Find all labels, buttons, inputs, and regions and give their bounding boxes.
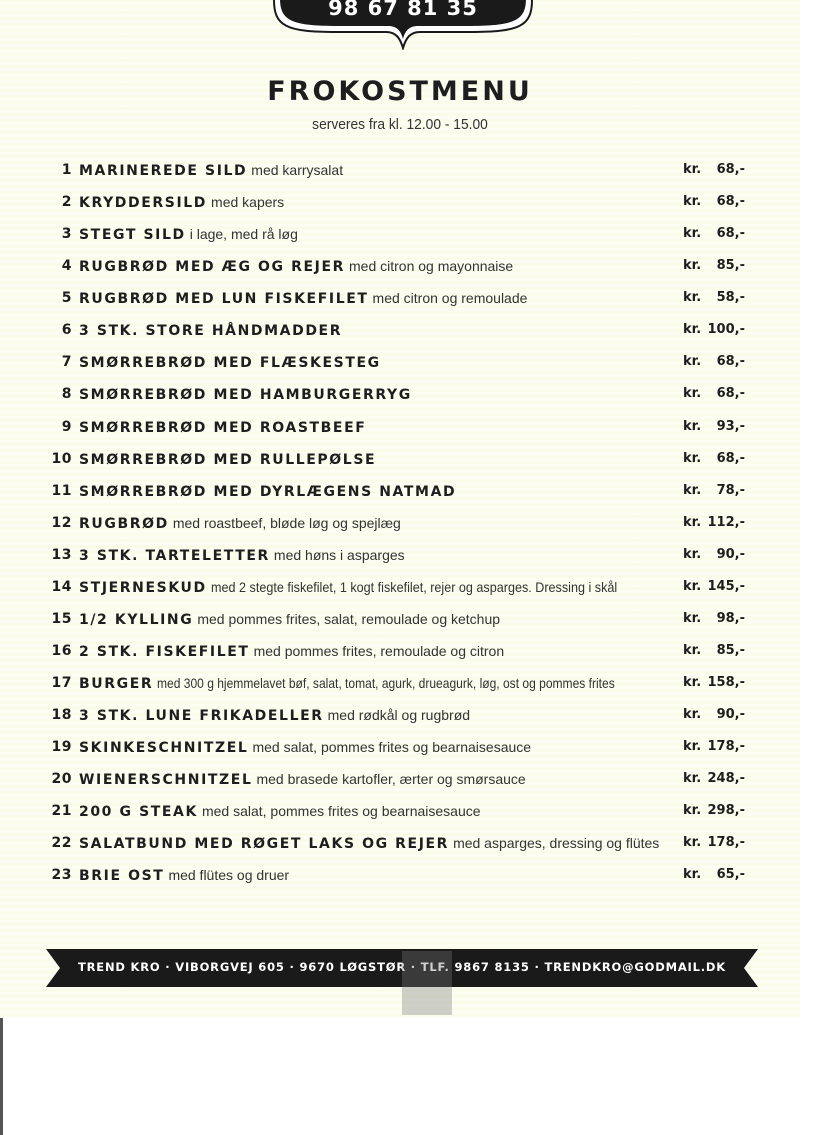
- menu-item: [0, 224, 800, 248]
- item-name: WIENERSCHNITZEL: [79, 772, 253, 788]
- item-price: 78,-: [716, 483, 745, 498]
- item-number: 13: [51, 547, 72, 563]
- item-number: 5: [61, 290, 72, 306]
- currency-label: kr.: [683, 547, 702, 562]
- menu-item: [0, 865, 800, 889]
- item-name: RUGBRØD MED LUN FISKEFILET: [79, 291, 369, 307]
- item-price: 93,-: [716, 419, 745, 434]
- menu-item: [0, 833, 800, 857]
- item-price: 85,-: [716, 643, 745, 658]
- currency-label: kr.: [683, 579, 702, 594]
- currency-label: kr.: [683, 162, 702, 177]
- item-number: 19: [51, 739, 72, 755]
- item-price: 145,-: [707, 579, 745, 594]
- item-description: med roastbeef, bløde løg og spejlæg: [172, 515, 401, 531]
- item-name: 200 G STEAK: [79, 804, 198, 820]
- item-price: 178,-: [707, 739, 745, 754]
- item-number: 4: [61, 258, 72, 274]
- currency-label: kr.: [683, 803, 702, 818]
- menu-item: [0, 320, 800, 344]
- item-number: 14: [51, 579, 72, 595]
- currency-label: kr.: [683, 226, 702, 241]
- item-price: 178,-: [707, 835, 745, 850]
- item-name: 3 STK. STORE HÅNDMADDER: [79, 323, 343, 339]
- item-price: 68,-: [716, 226, 745, 241]
- item-description: med brasede kartofler, ærter og smørsauce: [256, 771, 526, 787]
- menu-item: [0, 769, 800, 793]
- menu-item: [0, 449, 800, 473]
- item-number: 8: [61, 386, 72, 402]
- item-price: 112,-: [707, 515, 745, 530]
- item-number: 20: [51, 771, 72, 787]
- item-description: med karrysalat: [251, 162, 344, 178]
- item-name: SMØRREBRØD MED DYRLÆGENS NATMAD: [79, 484, 457, 500]
- item-number: 15: [51, 611, 72, 627]
- currency-label: kr.: [683, 354, 702, 369]
- item-number: 23: [51, 867, 72, 883]
- page-title: FROKOSTMENU: [267, 76, 533, 107]
- phone-number: 98 67 81 35: [328, 0, 478, 20]
- item-number: 18: [51, 707, 72, 723]
- item-price: 158,-: [707, 675, 745, 690]
- item-price: 68,-: [716, 194, 745, 209]
- item-description: med citron og remoulade: [372, 290, 528, 306]
- item-price: 58,-: [716, 290, 745, 305]
- item-number: 9: [61, 419, 72, 435]
- item-name: 1/2 KYLLING: [79, 612, 194, 628]
- item-name: RUGBRØD: [79, 516, 169, 532]
- currency-label: kr.: [683, 707, 702, 722]
- menu-item: [0, 192, 800, 216]
- item-name: STEGT SILD: [79, 227, 186, 243]
- currency-label: kr.: [683, 611, 702, 626]
- item-number: 7: [61, 354, 72, 370]
- currency-label: kr.: [683, 867, 702, 882]
- currency-label: kr.: [683, 483, 702, 498]
- item-name: KRYDDERSILD: [79, 195, 208, 211]
- item-price: 85,-: [716, 258, 745, 273]
- item-price: 298,-: [707, 803, 745, 818]
- item-number: 11: [51, 483, 72, 499]
- menu-item: [0, 513, 800, 537]
- item-name: SMØRREBRØD MED FLÆSKESTEG: [79, 355, 381, 371]
- menu-item: [0, 256, 800, 280]
- currency-label: kr.: [683, 290, 702, 305]
- item-description: med salat, pommes frites og bearnaisesauce: [252, 739, 532, 755]
- item-name: SMØRREBRØD MED HAMBURGERRYG: [79, 387, 412, 403]
- item-number: 2: [61, 194, 72, 210]
- item-name: 2 STK. FISKEFILET: [79, 644, 250, 660]
- item-number: 6: [61, 322, 72, 338]
- menu-item: [0, 481, 800, 505]
- item-number: 3: [61, 226, 72, 242]
- currency-label: kr.: [683, 194, 702, 209]
- item-name: MARINEREDE SILD: [79, 163, 248, 179]
- item-name: 3 STK. LUNE FRIKADELLER: [79, 708, 324, 724]
- item-name: SMØRREBRØD MED ROASTBEEF: [79, 420, 367, 436]
- item-number: 21: [51, 803, 72, 819]
- contact-info: TREND KRO · VIBORGVEJ 605 · 9670 LØGSTØR · TLF. 9867 8135 · TRENDKRO@GODMAIL.DK: [78, 960, 726, 974]
- item-number: 17: [51, 675, 72, 691]
- item-description: med høns i asparges: [273, 547, 405, 563]
- menu-item: [0, 417, 800, 441]
- item-name: SMØRREBRØD MED RULLEPØLSE: [79, 452, 377, 468]
- item-number: 1: [61, 162, 72, 178]
- item-price: 68,-: [716, 451, 745, 466]
- item-description: med 2 stegte fiskefilet, 1 kogt fiskefilet, rejer og asparges. Dressing i skål: [210, 579, 617, 595]
- item-description: med citron og mayonnaise: [349, 258, 514, 274]
- currency-label: kr.: [683, 675, 702, 690]
- currency-label: kr.: [683, 419, 702, 434]
- item-description: i lage, med rå løg: [189, 226, 298, 242]
- item-name: SALATBUND MED RØGET LAKS OG REJER: [79, 836, 450, 852]
- item-price: 65,-: [716, 867, 745, 882]
- menu-item: [0, 737, 800, 761]
- item-price: 68,-: [716, 354, 745, 369]
- menu-item: [0, 352, 800, 376]
- item-price: 68,-: [716, 386, 745, 401]
- menu-item: [0, 673, 800, 697]
- item-description: med salat, pommes frites og bearnaisesauce: [201, 803, 481, 819]
- item-price: 90,-: [716, 547, 745, 562]
- item-number: 22: [51, 835, 72, 851]
- item-description: med rødkål og rugbrød: [327, 707, 471, 723]
- menu-item: [0, 641, 800, 665]
- item-price: 90,-: [716, 707, 745, 722]
- item-description: med kapers: [211, 194, 285, 210]
- item-number: 12: [51, 515, 72, 531]
- menu-item: [0, 577, 800, 601]
- item-name: BURGER: [79, 676, 154, 692]
- item-name: 3 STK. TARTELETTER: [79, 548, 270, 564]
- menu-item: [0, 288, 800, 312]
- item-number: 10: [51, 451, 72, 467]
- currency-label: kr.: [683, 451, 702, 466]
- menu-item: [0, 384, 800, 408]
- menu-item: [0, 545, 800, 569]
- item-name: STJERNESKUD: [79, 580, 207, 596]
- currency-label: kr.: [683, 835, 702, 850]
- item-name: SKINKESCHNITZEL: [79, 740, 249, 756]
- item-description: med pommes frites, salat, remoulade og ketchup: [197, 611, 501, 627]
- item-description: med asparges, dressing og flütes: [453, 835, 660, 851]
- currency-label: kr.: [683, 515, 702, 530]
- serving-hours: serveres fra kl. 12.00 - 15.00: [312, 116, 488, 133]
- currency-label: kr.: [683, 739, 702, 754]
- currency-label: kr.: [683, 771, 702, 786]
- item-name: BRIE OST: [79, 868, 165, 884]
- item-description: med 300 g hjemmelavet bøf, salat, tomat, agurk, drueagurk, løg, ost og pommes frites: [157, 675, 616, 691]
- menu-item: [0, 609, 800, 633]
- phone-badge: [270, 0, 536, 36]
- item-price: 248,-: [707, 771, 745, 786]
- currency-label: kr.: [683, 386, 702, 401]
- item-price: 68,-: [716, 162, 745, 177]
- item-description: med flütes og druer: [168, 867, 290, 883]
- item-number: 16: [51, 643, 72, 659]
- currency-label: kr.: [683, 322, 702, 337]
- currency-label: kr.: [683, 643, 702, 658]
- item-description: med pommes frites, remoulade og citron: [253, 643, 505, 659]
- scan-edge: [0, 1018, 3, 1135]
- currency-label: kr.: [683, 258, 702, 273]
- scan-tape-mark: [402, 951, 452, 1015]
- menu-item: [0, 705, 800, 729]
- item-price: 98,-: [716, 611, 745, 626]
- item-name: RUGBRØD MED ÆG OG REJER: [79, 259, 345, 275]
- item-price: 100,-: [707, 322, 745, 337]
- menu-item: [0, 801, 800, 825]
- menu-item: [0, 160, 800, 184]
